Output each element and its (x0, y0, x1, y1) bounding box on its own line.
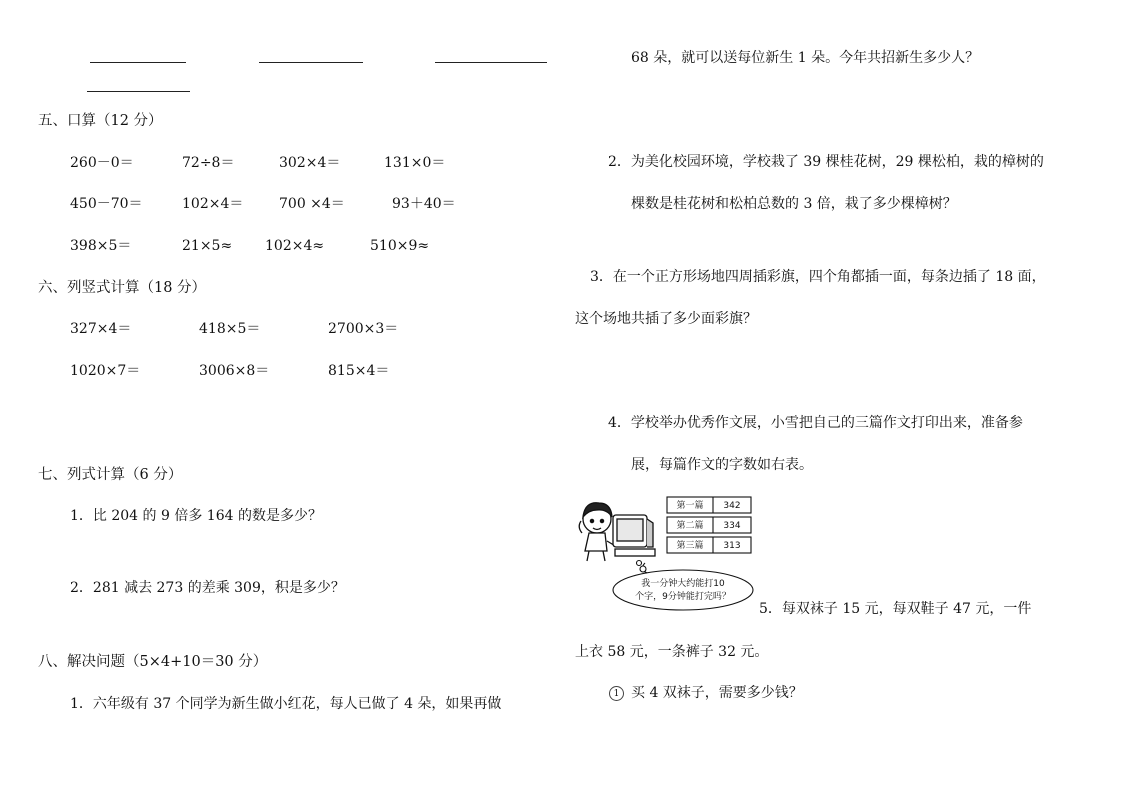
oral-calc-item: 72÷8＝ (182, 155, 235, 171)
oral-calc-item: 450－70＝ (70, 196, 143, 212)
vertical-calc-item: 1020×7＝ (70, 363, 141, 379)
table-cell-label: 第一篇 (676, 501, 704, 511)
section-6-title: 六、列竖式计算（18 分） (38, 280, 207, 296)
oral-calc-item: 102×4≈ (265, 238, 325, 254)
computer-icon (613, 515, 655, 556)
section-8-title: 八、解决问题（5×4+10＝30 分） (38, 654, 268, 670)
oral-calc-item: 93＋40＝ (392, 196, 456, 212)
question-8-4-line1: 4．学校举办优秀作文展，小雪把自己的三篇作文打印出来，准备参 (608, 415, 1023, 431)
question-7-1: 1．比 204 的 9 倍多 164 的数是多少？ (70, 508, 322, 524)
answer-blank (259, 62, 363, 63)
oral-calc-item: 131×0＝ (384, 155, 446, 171)
vertical-calc-item: 815×4＝ (328, 363, 390, 379)
vertical-calc-item: 418×5＝ (199, 321, 261, 337)
question-8-3-line2: 这个场地共插了多少面彩旗？ (575, 311, 757, 327)
section-7-title: 七、列式计算（6 分） (38, 467, 183, 483)
answer-blank (90, 62, 186, 63)
question-8-4-line2: 展，每篇作文的字数如右表。 (631, 457, 813, 473)
girl-figure-icon (579, 503, 617, 561)
table-cell-value: 334 (723, 521, 741, 531)
subquestion-number-badge: 1 (609, 686, 624, 701)
oral-calc-item: 510×9≈ (370, 238, 430, 254)
question-7-2: 2．281 减去 273 的差乘 309，积是多少？ (70, 580, 345, 596)
question-8-5-line1: 5．每双袜子 15 元，每双鞋子 47 元，一件 (759, 601, 1032, 617)
section-5-title: 五、口算（12 分） (38, 113, 163, 129)
table-cell-label: 第三篇 (676, 541, 704, 551)
girl-computer-illustration (573, 493, 757, 618)
oral-calc-item: 102×4＝ (182, 196, 244, 212)
question-8-3-line1: 3．在一个正方形场地四周插彩旗，四个角都插一面，每条边插了 18 面， (590, 269, 1046, 285)
bubble-text-line1: 我一分钟大约能打10 (641, 579, 725, 589)
oral-calc-item: 302×4＝ (279, 155, 341, 171)
answer-blank (87, 91, 190, 92)
vertical-calc-item: 327×4＝ (70, 321, 132, 337)
oral-calc-item: 398×5＝ (70, 238, 132, 254)
oral-calc-item: 21×5≈ (182, 238, 233, 254)
table-cell-value: 342 (723, 501, 741, 511)
oral-calc-item: 700 ×4＝ (279, 196, 345, 212)
answer-blank (435, 62, 547, 63)
question-8-5-sub1: 买 4 双袜子，需要多少钱？ (631, 685, 803, 701)
vertical-calc-item: 3006×8＝ (199, 363, 270, 379)
question-8-2-line2: 棵数是桂花树和松柏总数的 3 倍，栽了多少棵樟树？ (631, 196, 957, 212)
bubble-text-line2: 个字，9分钟能打完吗？ (635, 592, 731, 602)
question-8-1-line1: 1．六年级有 37 个同学为新生做小红花，每人已做了 4 朵，如果再做 (70, 696, 502, 712)
vertical-calc-item: 2700×3＝ (328, 321, 399, 337)
table-cell-label: 第二篇 (676, 521, 704, 531)
table-cell-value: 313 (723, 541, 741, 551)
question-8-5-line2: 上衣 58 元，一条裤子 32 元。 (575, 644, 769, 660)
oral-calc-item: 260－0＝ (70, 155, 134, 171)
question-8-1-line2: 68 朵，就可以送每位新生 1 朵。今年共招新生多少人？ (631, 50, 980, 66)
question-8-2-line1: 2．为美化校园环境，学校栽了 39 棵桂花树，29 棵松柏，栽的樟树的 (608, 154, 1044, 170)
